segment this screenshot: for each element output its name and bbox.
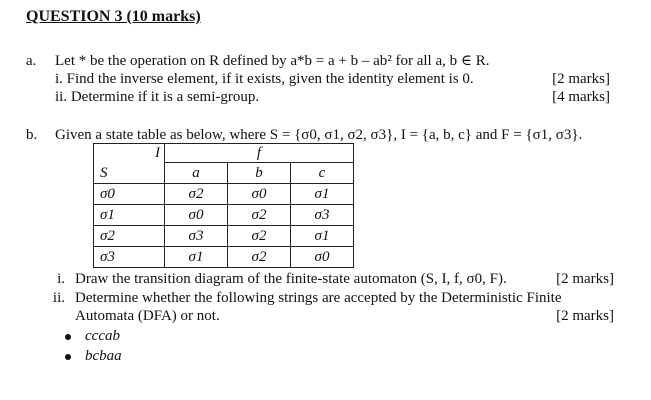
table-row-state: σ2 [94, 226, 165, 247]
table-row [94, 247, 354, 268]
question-heading: QUESTION 3 (10 marks) [26, 8, 201, 25]
bullet-icon [65, 334, 71, 340]
table-cell: σ2 [228, 247, 291, 268]
table-f-header: f [165, 144, 354, 163]
part-a-text: Let * be the operation on R defined by a*b = a + b – ab² for all a, b ∈ R. [55, 53, 490, 69]
state-table [93, 143, 354, 268]
table-input-header: I [94, 144, 165, 163]
part-b-item-1-text: Draw the transition diagram of the finite-state automaton (S, I, f, σ0, F). [75, 271, 507, 287]
part-b-item-1-label: i. [57, 271, 65, 287]
table-row [94, 205, 354, 226]
table-row [94, 184, 354, 205]
table-header-row-1 [94, 144, 354, 163]
table-cell: σ1 [291, 184, 354, 205]
part-b-item-1-marks: [2 marks] [556, 271, 614, 287]
table-cell: σ0 [291, 247, 354, 268]
part-a-item-1-marks: [2 marks] [552, 71, 610, 87]
table-header-row-2 [94, 163, 354, 184]
table-state-header: S [94, 163, 165, 184]
part-b-item-2-text: Determine whether the following strings are accepted by the Deterministic Finite [75, 290, 562, 306]
table-cell: σ2 [165, 184, 228, 205]
table-input-a: a [165, 163, 228, 184]
table-cell: σ3 [291, 205, 354, 226]
part-b-item-2-marks: [2 marks] [556, 308, 614, 324]
table-cell: σ2 [228, 205, 291, 226]
part-b-label: b. [26, 127, 38, 143]
table-row-state: σ3 [94, 247, 165, 268]
string-item-2: bcbaa [85, 348, 122, 364]
part-a-label: a. [26, 53, 37, 69]
table-row-state: σ0 [94, 184, 165, 205]
part-a-item-1: i. Find the inverse element, if it exists, given the identity element is 0. [55, 71, 474, 87]
string-item-1: cccab [85, 328, 120, 344]
table-row [94, 226, 354, 247]
part-b-item-2-label: ii. [52, 290, 65, 306]
table-cell: σ0 [165, 205, 228, 226]
part-b-text: Given a state table as below, where S = {σ0, σ1, σ2, σ3}, I = {a, b, c} and F = {σ1, σ3}. [55, 127, 583, 143]
table-cell: σ2 [228, 226, 291, 247]
part-a-item-2: ii. Determine if it is a semi-group. [55, 89, 260, 105]
part-b-item-2-text-cont: Automata (DFA) or not. [75, 308, 220, 324]
table-input-b: b [228, 163, 291, 184]
table-input-c: c [291, 163, 354, 184]
table-cell: σ1 [165, 247, 228, 268]
part-a-item-2-marks: [4 marks] [552, 89, 610, 105]
table-cell: σ3 [165, 226, 228, 247]
table-cell: σ1 [291, 226, 354, 247]
table-cell: σ0 [228, 184, 291, 205]
bullet-icon [65, 354, 71, 360]
table-row-state: σ1 [94, 205, 165, 226]
